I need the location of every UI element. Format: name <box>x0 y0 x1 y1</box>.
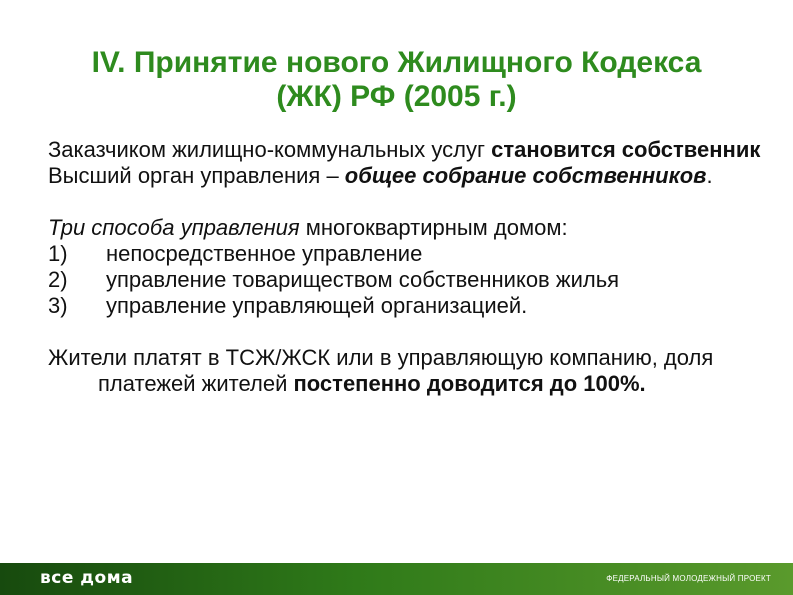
slide-body <box>48 137 768 397</box>
methods-intro-rest: многоквартирным домом: <box>299 215 568 240</box>
list-item <box>48 293 768 319</box>
governance-bold-italic: общее собрание собственников <box>344 163 707 188</box>
list-item-number: 3) <box>48 293 68 318</box>
list-item <box>48 267 768 293</box>
payments-text: Жители платят в ТСЖ/ЖСК или в управляющую компанию, доля платежей жителей <box>48 345 714 396</box>
brand-logo: все дома <box>40 568 134 588</box>
governance-text: Высший орган управления – <box>48 163 345 188</box>
governance-end: . <box>706 163 713 188</box>
project-label: ФЕДЕРАЛЬНЫЙ МОЛОДЕЖНЫЙ ПРОЕКТ <box>606 574 771 583</box>
list-item-text: управление управляющей организацией. <box>106 293 528 318</box>
payments-paragraph <box>48 345 768 397</box>
governance-paragraph <box>48 163 768 189</box>
list-item <box>48 241 768 267</box>
footer-bar <box>0 563 793 595</box>
title-line-1: IV. Принятие нового Жилищного Кодекса <box>91 46 702 79</box>
list-item-number: 1) <box>48 241 68 266</box>
slide-title <box>0 46 793 114</box>
title-line-2: (ЖК) РФ (2005 г.) <box>276 80 517 113</box>
customer-paragraph <box>48 137 768 163</box>
list-item-text: непосредственное управление <box>106 241 423 266</box>
list-item-number: 2) <box>48 267 68 292</box>
customer-bold: становится собственник <box>491 137 761 162</box>
payments-bold: постепенно доводится до 100%. <box>293 371 646 396</box>
customer-text: Заказчиком жилищно-коммунальных услуг <box>48 137 492 162</box>
methods-intro-italic: Три способа управления <box>48 215 300 240</box>
methods-intro <box>48 215 768 241</box>
list-item-text: управление товариществом собственников жилья <box>106 267 620 292</box>
